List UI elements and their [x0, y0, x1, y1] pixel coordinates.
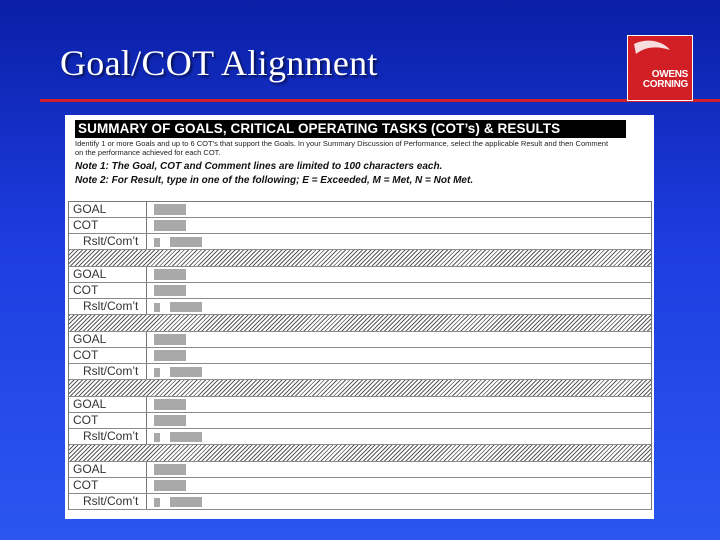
cot-input-field[interactable] [154, 220, 186, 231]
goal-input-field[interactable] [154, 204, 186, 215]
note-2: Note 2: For Result, type in one of the following; E = Exceeded, M = Met, N = Not Met. [75, 175, 474, 186]
comment-input-field[interactable] [170, 237, 202, 247]
slide-title: Goal/COT Alignment [60, 43, 378, 83]
result-comment-row [69, 364, 651, 380]
goal-label: GOAL [69, 332, 147, 347]
comment-input-field[interactable] [170, 497, 202, 507]
logo-line-1: OWENS [651, 69, 688, 80]
result-comment-row [69, 494, 651, 510]
block-separator [69, 445, 651, 462]
result-comment-row [69, 429, 651, 445]
form-header: SUMMARY OF GOALS, CRITICAL OPERATING TASKS (COT’s) & RESULTS [75, 120, 626, 138]
comment-input-field[interactable] [170, 367, 202, 377]
result-comment-label: Rslt/Com’t [69, 494, 147, 509]
title-divider [40, 99, 720, 102]
result-comment-row [69, 299, 651, 315]
result-input-field[interactable] [154, 368, 160, 377]
goal-label: GOAL [69, 202, 147, 217]
logo-line-2: CORNING [642, 79, 688, 90]
cot-row [69, 218, 651, 234]
cot-row [69, 413, 651, 429]
block-separator [69, 380, 651, 397]
block-separator [69, 315, 651, 332]
cot-row [69, 478, 651, 494]
goal-row [69, 462, 651, 478]
result-comment-label: Rslt/Com’t [69, 234, 147, 249]
result-input-field[interactable] [154, 238, 160, 247]
result-comment-label: Rslt/Com’t [69, 299, 147, 314]
goal-row [69, 267, 651, 283]
goal-input-field[interactable] [154, 269, 186, 280]
result-input-field[interactable] [154, 433, 160, 442]
goal-row [69, 397, 651, 413]
cot-row [69, 283, 651, 299]
goal-row [69, 202, 651, 218]
goal-label: GOAL [69, 462, 147, 477]
cot-label: COT [69, 283, 147, 298]
cot-label: COT [69, 413, 147, 428]
form-instructions: Identify 1 or more Goals and up to 6 COT’s that support the Goals. In your Summary Discussion of Performance, select the applicable Result and then Comment on the performance achieved for each COT. [75, 139, 609, 157]
result-input-field[interactable] [154, 303, 160, 312]
cot-label: COT [69, 348, 147, 363]
note-1: Note 1: The Goal, COT and Comment lines are limited to 100 characters each. [75, 161, 443, 172]
result-input-field[interactable] [154, 498, 160, 507]
goals-grid [68, 201, 652, 510]
goal-input-field[interactable] [154, 464, 186, 475]
comment-input-field[interactable] [170, 302, 202, 312]
block-separator [69, 250, 651, 267]
goal-input-field[interactable] [154, 399, 186, 410]
cot-input-field[interactable] [154, 480, 186, 491]
cot-input-field[interactable] [154, 415, 186, 426]
cot-row [69, 348, 651, 364]
cot-label: COT [69, 218, 147, 233]
comment-input-field[interactable] [170, 432, 202, 442]
owens-corning-logo [627, 35, 693, 101]
goal-label: GOAL [69, 397, 147, 412]
result-comment-label: Rslt/Com’t [69, 364, 147, 379]
goal-label: GOAL [69, 267, 147, 282]
result-comment-row [69, 234, 651, 250]
cot-input-field[interactable] [154, 350, 186, 361]
goals-form [65, 115, 654, 519]
goal-input-field[interactable] [154, 334, 186, 345]
logo-wordmark [643, 70, 688, 90]
result-comment-label: Rslt/Com’t [69, 429, 147, 444]
cot-label: COT [69, 478, 147, 493]
goal-row [69, 332, 651, 348]
cot-input-field[interactable] [154, 285, 186, 296]
